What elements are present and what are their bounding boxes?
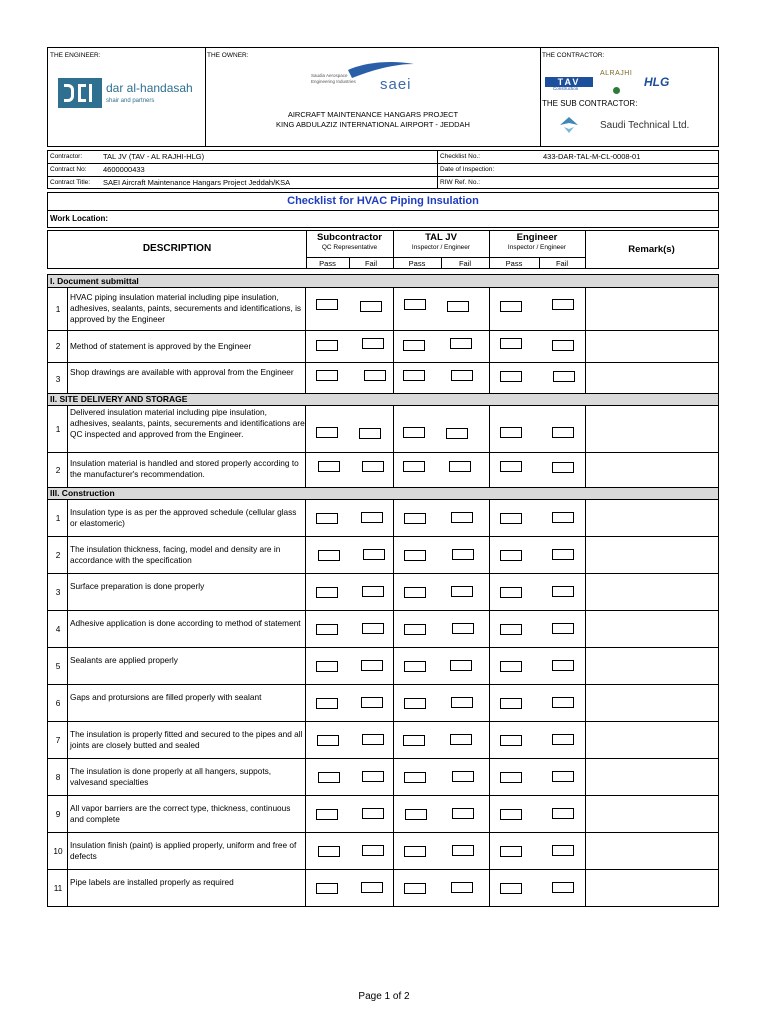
title-bar: [47, 192, 719, 211]
pass-checkbox[interactable]: [403, 370, 425, 381]
pass-checkbox[interactable]: [404, 550, 426, 561]
subcontractor-column-header: Subcontractor: [317, 232, 382, 243]
fail-checkbox[interactable]: [450, 338, 472, 349]
fail-checkbox[interactable]: [363, 549, 385, 560]
fail-checkbox[interactable]: [451, 586, 473, 597]
saudi-technical-logo-icon: [558, 115, 580, 135]
pass-checkbox[interactable]: [404, 299, 426, 310]
item-number: 3: [55, 587, 61, 597]
fail-checkbox[interactable]: [451, 512, 473, 523]
subcontractor-label: THE SUB CONTRACTOR:: [542, 99, 638, 108]
section-heading: I. Document submittal: [47, 274, 719, 288]
pass-checkbox[interactable]: [500, 883, 522, 894]
dar-logo-icon: [58, 78, 102, 108]
checklist-row: [47, 331, 719, 363]
saudi-technical-logo-text: Saudi Technical Ltd.: [600, 120, 690, 131]
fail-header: Fail: [364, 259, 378, 268]
engineer-role: Inspector / Engineer: [507, 244, 567, 251]
pass-checkbox[interactable]: [500, 661, 522, 672]
item-description: All vapor barriers are the correct type, thickness, continuous and complete: [70, 803, 291, 824]
fail-checkbox[interactable]: [361, 660, 383, 671]
alrajhi-emblem-icon: [613, 87, 620, 94]
item-description: Adhesive application is done according to method of statement: [70, 618, 301, 628]
pass-checkbox[interactable]: [500, 338, 522, 349]
saei-logo-text: saei: [380, 76, 412, 93]
checklist-row: [47, 833, 719, 870]
fail-checkbox[interactable]: [452, 845, 474, 856]
item-number: 4: [55, 624, 61, 634]
pass-checkbox[interactable]: [316, 513, 338, 524]
fail-checkbox[interactable]: [450, 734, 472, 745]
pass-checkbox[interactable]: [500, 809, 522, 820]
taljv-column-header: TAL JV: [425, 232, 457, 243]
item-number: 1: [55, 304, 61, 314]
hlg-logo-text: HLG: [644, 75, 670, 89]
fail-checkbox[interactable]: [552, 299, 574, 310]
fail-checkbox[interactable]: [452, 808, 474, 819]
description-column-header: DESCRIPTION: [142, 243, 212, 254]
contract-title-label: Contract Title:: [50, 179, 91, 186]
page-number: Page 1 of 2: [358, 991, 410, 1002]
contractor-field-label: Contractor:: [50, 153, 83, 160]
fail-checkbox[interactable]: [452, 623, 474, 634]
checklist-row: [47, 759, 719, 796]
pass-checkbox[interactable]: [316, 370, 338, 381]
item-number: 3: [55, 374, 61, 384]
pass-checkbox[interactable]: [500, 735, 522, 746]
item-number: 6: [55, 698, 61, 708]
project-line-2: KING ABDULAZIZ INTERNATIONAL AIRPORT - JEDDAH: [276, 120, 470, 129]
item-description: Sealants are applied properly: [70, 655, 178, 665]
item-description: Pipe labels are installed properly as required: [70, 877, 234, 887]
dar-logo-text: dar al-handasah: [106, 81, 193, 95]
pass-checkbox[interactable]: [318, 846, 340, 857]
checklist-no-value: 433-DAR-TAL-M-CL-0008-01: [543, 152, 641, 161]
pass-header: Pass: [505, 259, 523, 268]
pass-checkbox[interactable]: [500, 698, 522, 709]
item-number: 2: [55, 550, 61, 560]
checklist-no-label: Checklist No.:: [440, 153, 481, 160]
pass-checkbox[interactable]: [404, 624, 426, 635]
fail-checkbox[interactable]: [362, 808, 384, 819]
pass-checkbox[interactable]: [403, 427, 425, 438]
fail-checkbox[interactable]: [552, 462, 574, 473]
header-divider: [540, 48, 541, 146]
tav-logo-icon: TAV Construction: [545, 74, 593, 92]
fail-checkbox[interactable]: [552, 549, 574, 560]
checklist-row: [47, 685, 719, 722]
checklist-row: [47, 796, 719, 833]
checklist-row: [47, 537, 719, 574]
checklist-row: [47, 611, 719, 648]
engineer-label: THE ENGINEER:: [50, 52, 101, 59]
item-number: 7: [55, 735, 61, 745]
riw-ref-label: RIW Ref. No.:: [440, 179, 481, 186]
pass-checkbox[interactable]: [500, 461, 522, 472]
pass-checkbox[interactable]: [404, 661, 426, 672]
pass-checkbox[interactable]: [316, 299, 338, 310]
item-description: Method of statement is approved by the Engineer: [70, 341, 252, 351]
item-description: Gaps and protursions are filled properly with sealant: [70, 692, 262, 702]
checklist-row: [47, 870, 719, 907]
fail-header: Fail: [458, 259, 472, 268]
fail-checkbox[interactable]: [449, 461, 471, 472]
fail-checkbox[interactable]: [552, 512, 574, 523]
pass-checkbox[interactable]: [316, 883, 338, 894]
fail-checkbox[interactable]: [451, 882, 473, 893]
fail-checkbox[interactable]: [552, 697, 574, 708]
pass-checkbox[interactable]: [403, 461, 425, 472]
fail-checkbox[interactable]: [446, 428, 468, 439]
fail-checkbox[interactable]: [552, 882, 574, 893]
item-description: The insulation is properly fitted and secured to the pipes and all joints are closely butted and sealed: [70, 729, 303, 750]
contractor-label: THE CONTRACTOR:: [542, 52, 605, 59]
fail-checkbox[interactable]: [552, 734, 574, 745]
dar-logo-subtext: shair and partners: [106, 98, 155, 104]
item-description: The insulation thickness, facing, model and density are in accordance with the specification: [70, 544, 281, 565]
work-location-label: Work Location:: [50, 214, 109, 223]
contract-title-value: SAEI Aircraft Maintenance Hangars Project Jeddah/KSA: [103, 178, 291, 187]
item-number: 2: [55, 465, 61, 475]
pass-checkbox[interactable]: [318, 461, 340, 472]
pass-checkbox[interactable]: [316, 661, 338, 672]
item-number: 2: [55, 341, 61, 351]
project-line-1: AIRCRAFT MAINTENANCE HANGARS PROJECT: [287, 110, 459, 119]
fail-checkbox[interactable]: [361, 882, 383, 893]
fail-checkbox[interactable]: [364, 370, 386, 381]
fail-checkbox[interactable]: [552, 660, 574, 671]
fail-checkbox[interactable]: [451, 697, 473, 708]
section-heading: III. Construction: [47, 487, 719, 500]
fail-checkbox[interactable]: [362, 623, 384, 634]
pass-checkbox[interactable]: [318, 550, 340, 561]
checklist-table-header: [47, 230, 719, 269]
item-description: Delivered insulation material including pipe insulation, adhesives, sealants, paints, securements and identifications are QC inspected and approved from the Engineer.: [70, 407, 305, 439]
work-location-bar: [47, 211, 719, 228]
item-number: 1: [55, 424, 61, 434]
item-description: HVAC piping insulation material including pipe insulation, adhesives, sealants, paints, securements and identifications, is approved by the Engineer: [70, 292, 302, 324]
remarks-column-header: Remark(s): [628, 244, 675, 255]
fail-checkbox[interactable]: [552, 808, 574, 819]
saei-subtext-1: Saudia Aerospace: [311, 73, 348, 78]
pass-checkbox[interactable]: [404, 772, 426, 783]
pass-checkbox[interactable]: [316, 587, 338, 598]
pass-checkbox[interactable]: [316, 809, 338, 820]
pass-checkbox[interactable]: [405, 809, 427, 820]
fail-checkbox[interactable]: [552, 845, 574, 856]
pass-checkbox[interactable]: [500, 587, 522, 598]
pass-checkbox[interactable]: [316, 698, 338, 709]
pass-header: Pass: [408, 259, 426, 268]
checklist-row: [47, 500, 719, 537]
item-description: Insulation finish (paint) is applied properly, uniform and free of defects: [70, 840, 297, 861]
pass-checkbox[interactable]: [404, 846, 426, 857]
pass-checkbox[interactable]: [500, 772, 522, 783]
item-description: Shop drawings are available with approval from the Engineer: [70, 367, 294, 377]
pass-checkbox[interactable]: [404, 883, 426, 894]
item-description: Insulation type is as per the approved schedule (cellular glass or elastomeric): [70, 507, 297, 528]
saei-subtext-2: Engineering Industries: [311, 79, 356, 84]
pass-checkbox[interactable]: [500, 550, 522, 561]
pass-checkbox[interactable]: [403, 735, 425, 746]
item-number: 11: [53, 883, 63, 893]
contract-info-table: [47, 150, 719, 189]
section-heading: II. SITE DELIVERY AND STORAGE: [47, 393, 719, 406]
fail-checkbox[interactable]: [362, 461, 384, 472]
item-number: 10: [53, 846, 63, 856]
fail-checkbox[interactable]: [452, 771, 474, 782]
pass-checkbox[interactable]: [500, 301, 522, 312]
item-description: Insulation material is handled and stored properly according to the manufacturer's recommendation.: [70, 458, 299, 479]
pass-checkbox[interactable]: [316, 624, 338, 635]
fail-checkbox[interactable]: [451, 370, 473, 381]
item-description: The insulation is done properly at all hangers, suppots, valvesand specialties: [70, 766, 272, 787]
fail-checkbox[interactable]: [359, 428, 381, 439]
fail-checkbox[interactable]: [450, 660, 472, 671]
fail-checkbox[interactable]: [552, 586, 574, 597]
checklist-row: [47, 453, 719, 488]
fail-header: Fail: [555, 259, 569, 268]
contractor-field-value: TAL JV (TAV - AL RAJHI-HLG): [103, 152, 205, 161]
pass-checkbox[interactable]: [404, 587, 426, 598]
fail-checkbox[interactable]: [447, 301, 469, 312]
pass-checkbox[interactable]: [500, 371, 522, 382]
fail-checkbox[interactable]: [362, 734, 384, 745]
checklist-row: [47, 648, 719, 685]
pass-checkbox[interactable]: [317, 735, 339, 746]
checklist-row: [47, 288, 719, 331]
pass-header: Pass: [319, 259, 336, 268]
fail-checkbox[interactable]: [362, 771, 384, 782]
pass-checkbox[interactable]: [318, 772, 340, 783]
fail-checkbox[interactable]: [362, 586, 384, 597]
pass-checkbox[interactable]: [316, 340, 338, 351]
fail-checkbox[interactable]: [360, 301, 382, 312]
pass-checkbox[interactable]: [500, 427, 522, 438]
pass-checkbox[interactable]: [404, 698, 426, 709]
fail-checkbox[interactable]: [362, 338, 384, 349]
fail-checkbox[interactable]: [553, 371, 575, 382]
pass-checkbox[interactable]: [500, 513, 522, 524]
pass-checkbox[interactable]: [500, 846, 522, 857]
checklist-row: [47, 574, 719, 611]
item-number: 5: [55, 661, 61, 671]
header-block: [47, 47, 719, 147]
subcontractor-role: QC Representative: [321, 244, 378, 251]
owner-label: THE OWNER:: [207, 52, 249, 59]
checklist-row: [47, 363, 719, 394]
header-divider: [205, 48, 206, 146]
fail-checkbox[interactable]: [452, 549, 474, 560]
item-number: 8: [55, 772, 61, 782]
fail-checkbox[interactable]: [362, 845, 384, 856]
pass-checkbox[interactable]: [316, 427, 338, 438]
contract-no-label: Contract No:: [50, 166, 87, 173]
item-number: 9: [55, 809, 61, 819]
item-number: 1: [55, 513, 61, 523]
contract-no-value: 4600000433: [103, 165, 145, 174]
checklist-row: [47, 722, 719, 759]
fail-checkbox[interactable]: [361, 512, 383, 523]
date-of-inspection-label: Date of Inspection:: [440, 166, 495, 173]
page-title: Checklist for HVAC Piping Insulation: [287, 195, 479, 207]
alrajhi-logo-text: ALRAJHI: [600, 70, 633, 77]
fail-checkbox[interactable]: [552, 427, 574, 438]
engineer-column-header: Engineer: [516, 232, 558, 243]
fail-checkbox[interactable]: [361, 697, 383, 708]
pass-checkbox[interactable]: [404, 513, 426, 524]
item-description: Surface preparation is done properly: [70, 581, 205, 591]
pass-checkbox[interactable]: [500, 624, 522, 635]
pass-checkbox[interactable]: [403, 340, 425, 351]
checklist-row: [47, 406, 719, 453]
fail-checkbox[interactable]: [552, 340, 574, 351]
taljv-role: Inspector / Engineer: [411, 244, 471, 251]
fail-checkbox[interactable]: [552, 623, 574, 634]
fail-checkbox[interactable]: [552, 771, 574, 782]
